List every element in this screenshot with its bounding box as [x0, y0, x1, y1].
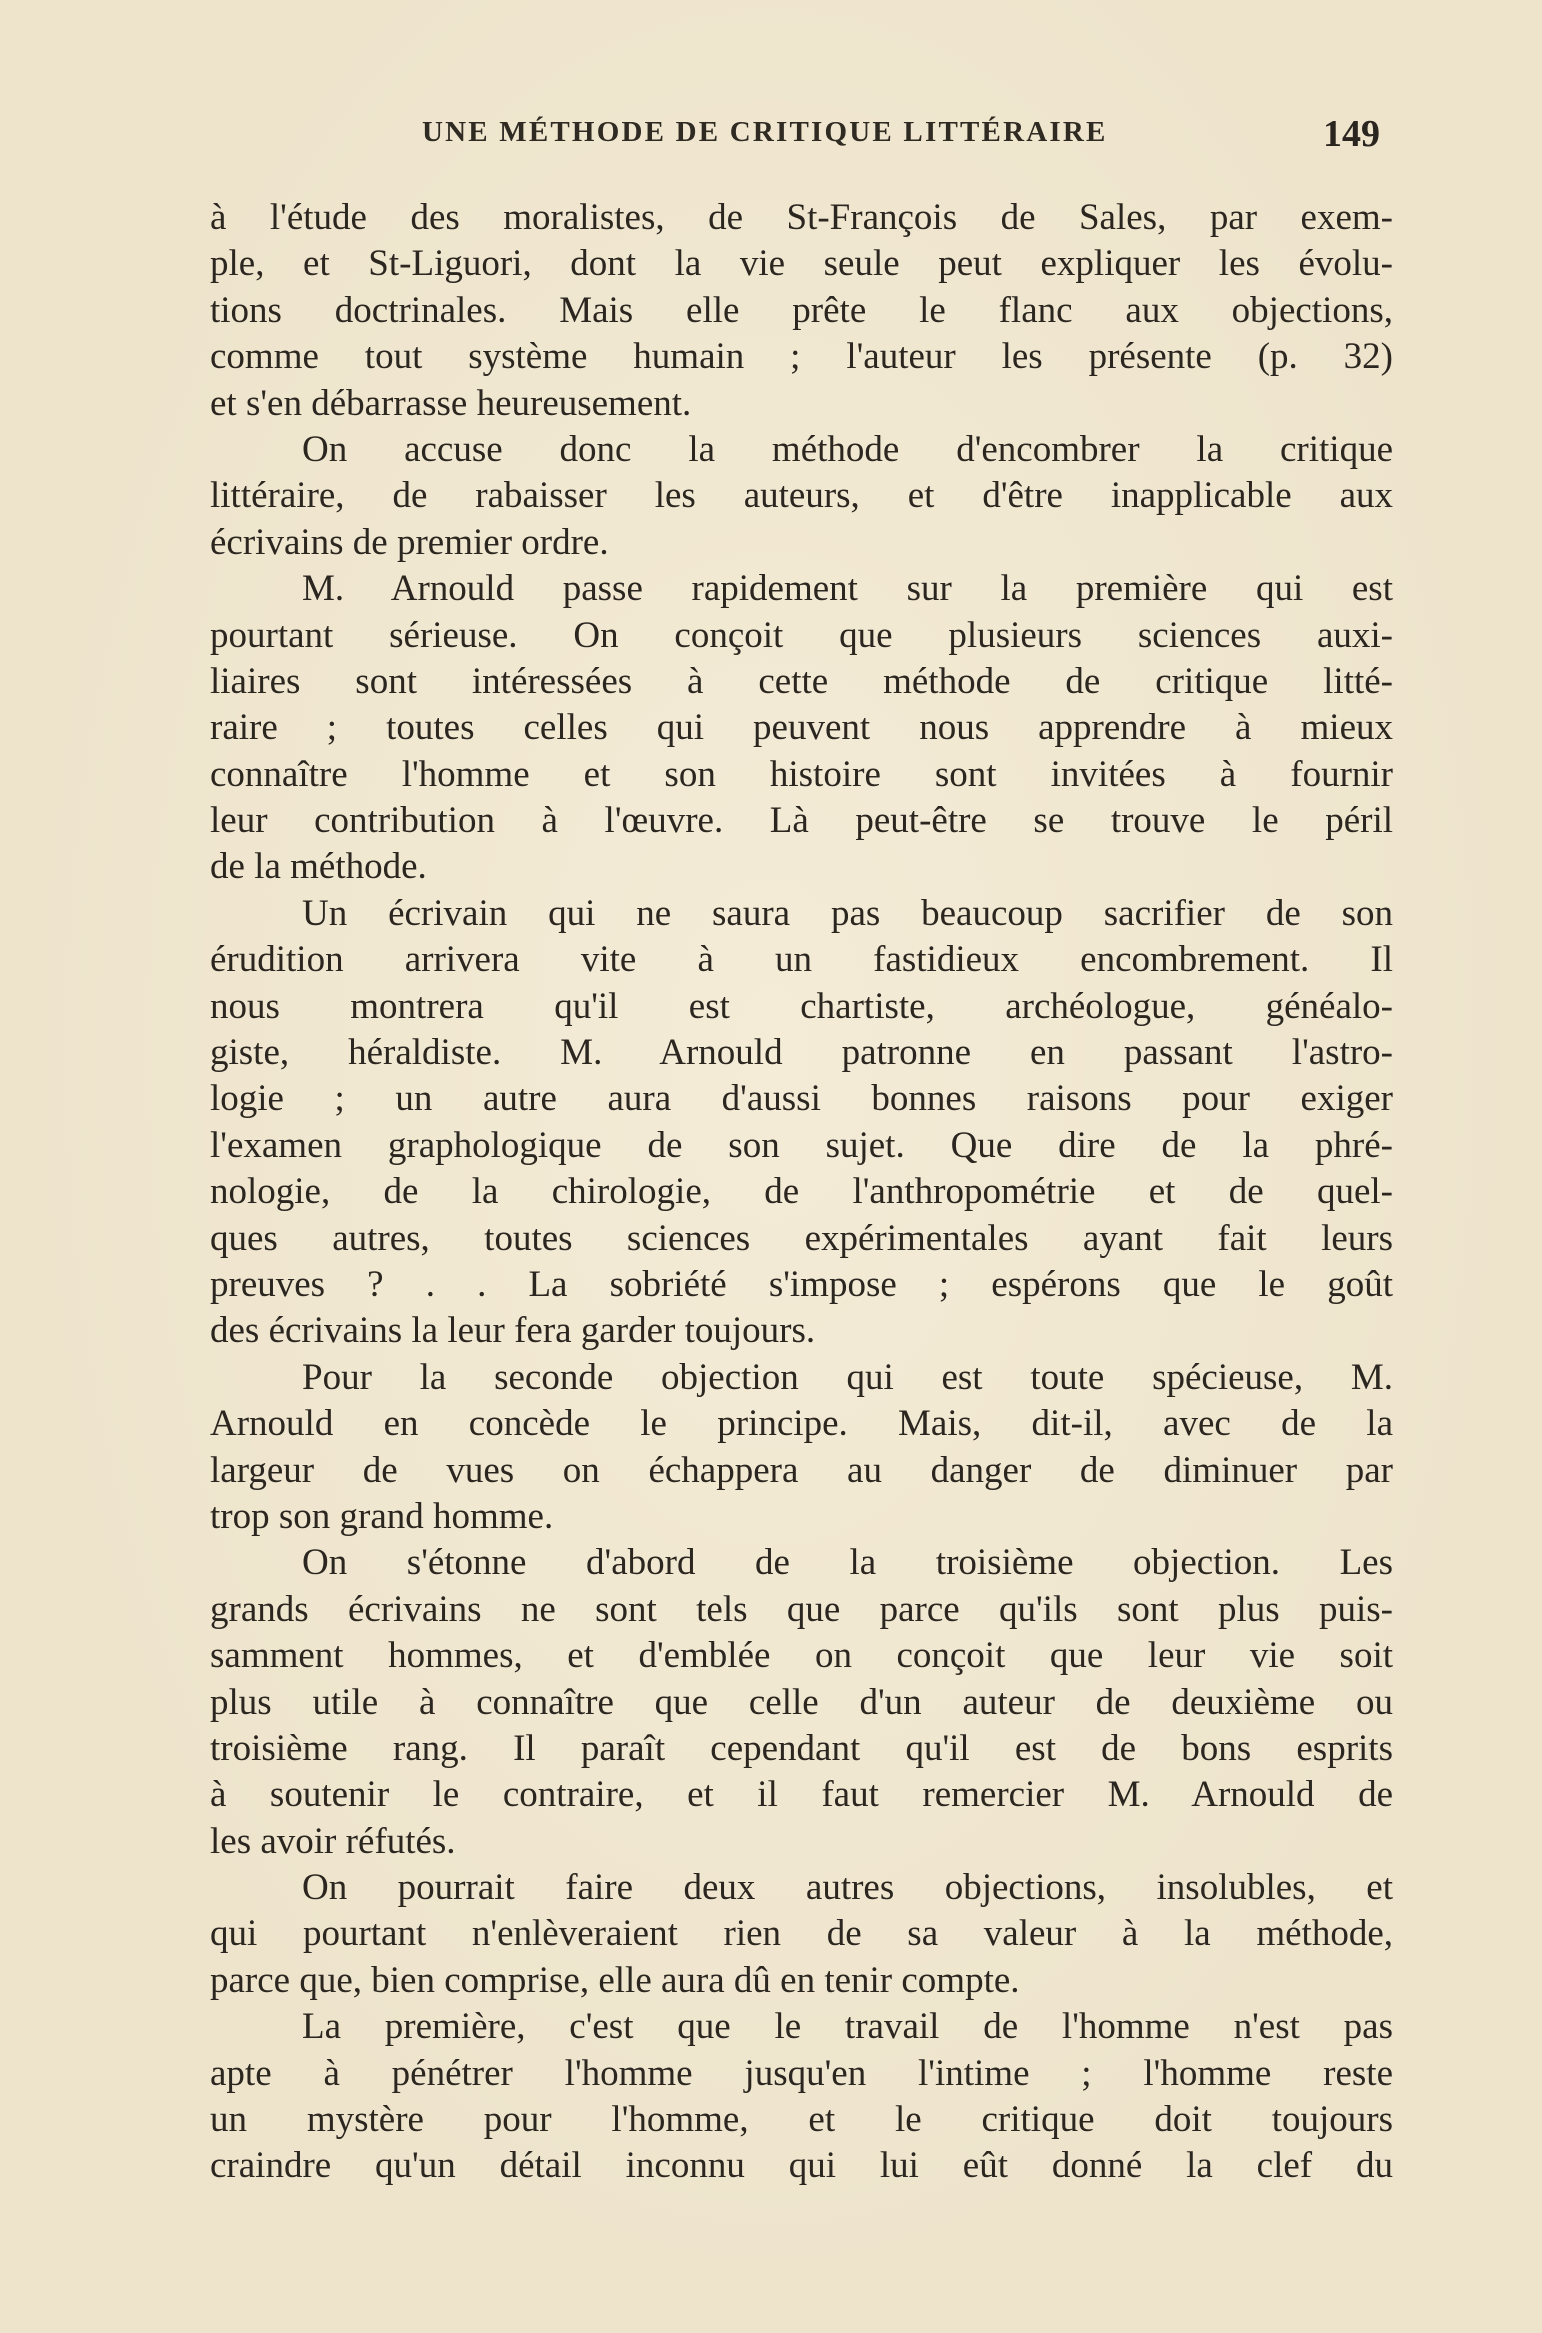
- page-number: 149: [1323, 113, 1380, 155]
- text-line: connaître l'homme et son histoire sont invitées à fournir: [210, 753, 1393, 795]
- body-text: [210, 195, 1393, 2190]
- text-line: Arnould en concède le principe. Mais, dit-il, avec de la: [210, 1403, 1393, 1445]
- running-head: [200, 112, 1380, 162]
- text-line: littéraire, de rabaisser les auteurs, et d'être inapplicable aux: [210, 475, 1393, 517]
- text-line: écrivains de premier ordre.: [210, 521, 609, 563]
- text-line: des écrivains la leur fera garder toujours.: [210, 1310, 816, 1352]
- text-line: craindre qu'un détail inconnu qui lui eût donné la clef du: [210, 2145, 1393, 2187]
- text-line: à l'étude des moralistes, de St-François de Sales, par exem-: [210, 197, 1393, 238]
- text-line: raire ; toutes celles qui peuvent nous apprendre à mieux: [210, 707, 1393, 749]
- text-line: nologie, de la chirologie, de l'anthropométrie et de quel-: [210, 1171, 1393, 1213]
- running-title: UNE MÉTHODE DE CRITIQUE LITTÉRAIRE: [422, 116, 1108, 148]
- text-line: et s'en débarrasse heureusement.: [210, 382, 692, 424]
- text-line: La première, c'est que le travail de l'homme n'est pas: [302, 2006, 1393, 2048]
- text-line: largeur de vues on échappera au danger de diminuer par: [210, 1449, 1393, 1491]
- text-line: On pourrait faire deux autres objections, insolubles, et: [302, 1867, 1393, 1909]
- text-line: leur contribution à l'œuvre. Là peut-être se trouve le péril: [210, 800, 1393, 842]
- text-line: Un écrivain qui ne saura pas beaucoup sacrifier de son: [302, 892, 1393, 934]
- text-line: logie ; un autre aura d'aussi bonnes raisons pour exiger: [210, 1078, 1393, 1120]
- text-line: samment hommes, et d'emblée on conçoit que leur vie soit: [210, 1635, 1393, 1677]
- text-line: On accuse donc la méthode d'encombrer la critique: [302, 428, 1393, 470]
- text-line: nous montrera qu'il est chartiste, archéologue, généalo-: [210, 985, 1393, 1027]
- text-line: grands écrivains ne sont tels que parce qu'ils sont plus puis-: [210, 1588, 1393, 1630]
- text-line: plus utile à connaître que celle d'un auteur de deuxième ou: [210, 1681, 1393, 1723]
- text-line: pourtant sérieuse. On conçoit que plusieurs sciences auxi-: [210, 614, 1393, 656]
- text-line: à soutenir le contraire, et il faut remercier M. Arnould de: [210, 1774, 1393, 1816]
- text-line: ques autres, toutes sciences expérimentales ayant fait leurs: [210, 1217, 1393, 1259]
- text-line: giste, héraldiste. M. Arnould patronne en passant l'astro-: [210, 1032, 1393, 1074]
- text-line: trop son grand homme.: [210, 1495, 554, 1537]
- text-line: M. Arnould passe rapidement sur la première qui est: [302, 568, 1393, 610]
- text-line: tions doctrinales. Mais elle prête le flanc aux objections,: [210, 289, 1393, 331]
- text-line: preuves ? . . La sobriété s'impose ; espérons que le goût: [210, 1263, 1393, 1305]
- text-line: comme tout système humain ; l'auteur les présente (p. 32): [210, 336, 1393, 378]
- text-line: qui pourtant n'enlèveraient rien de sa valeur à la méthode,: [210, 1913, 1393, 1955]
- text-line: l'examen graphologique de son sujet. Que dire de la phré-: [210, 1124, 1393, 1166]
- text-line: parce que, bien comprise, elle aura dû en tenir compte.: [210, 1959, 1020, 2001]
- text-line: érudition arrivera vite à un fastidieux encombrement. Il: [210, 939, 1393, 981]
- text-line: ple, et St-Liguori, dont la vie seule peut expliquer les évolu-: [210, 243, 1393, 285]
- text-line: un mystère pour l'homme, et le critique doit toujours: [210, 2099, 1393, 2141]
- text-line: liaires sont intéressées à cette méthode de critique litté-: [210, 660, 1393, 702]
- text-line: de la méthode.: [210, 846, 427, 888]
- text-line: On s'étonne d'abord de la troisième objection. Les: [302, 1542, 1393, 1584]
- text-line: troisième rang. Il paraît cependant qu'il est de bons esprits: [210, 1727, 1393, 1769]
- text-line: apte à pénétrer l'homme jusqu'en l'intime ; l'homme reste: [210, 2052, 1393, 2094]
- text-line: les avoir réfutés.: [210, 1820, 456, 1862]
- text-line: Pour la seconde objection qui est toute spécieuse, M.: [302, 1356, 1393, 1398]
